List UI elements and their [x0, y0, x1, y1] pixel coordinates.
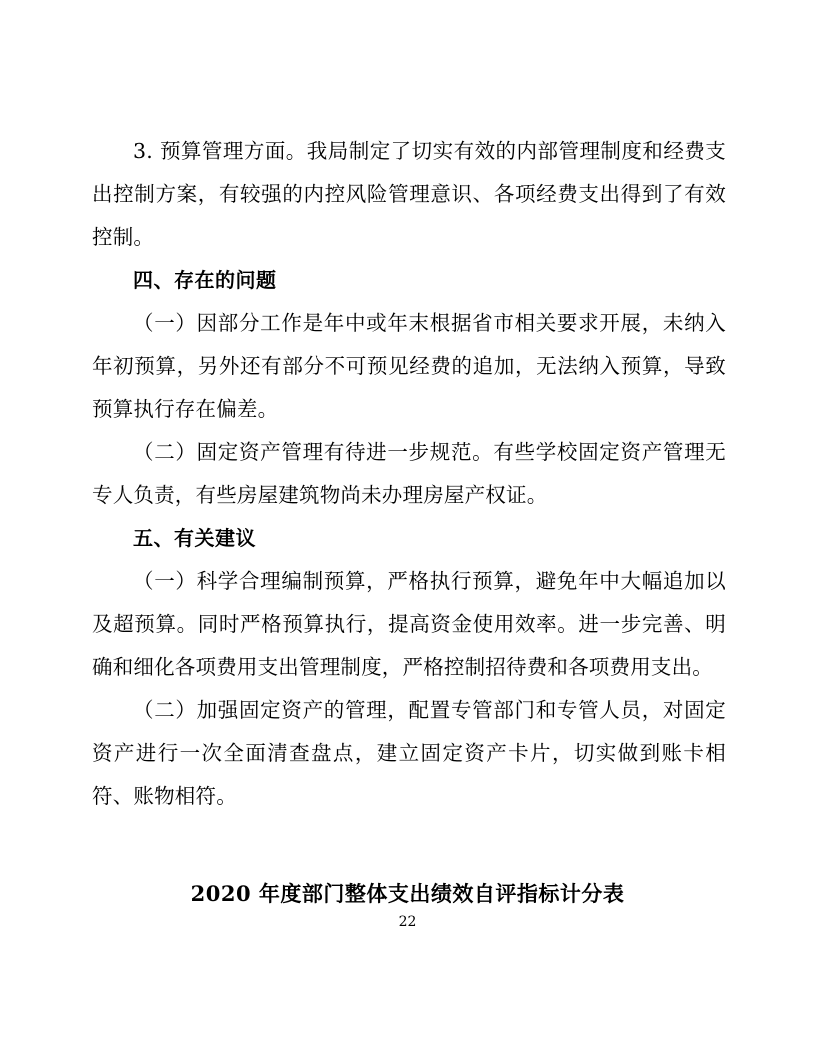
paragraph-suggestion-two: （二）加强固定资产的管理，配置专管部门和专管人员，对固定资产进行一次全面清查盘点，建立固定资产卡片，切实做到账卡相符、账物相符。 [92, 698, 726, 808]
paragraph-issue-one: （一）因部分工作是年中或年末根据省市相关要求开展，未纳入年初预算，另外还有部分不可预见经费的追加，无法纳入预算，导致预算执行存在偏差。 [92, 311, 726, 421]
document-body [92, 130, 726, 818]
page-number: 22 [398, 914, 417, 930]
heading-section-five: 五、有关建议 [133, 526, 256, 550]
table-title: 2020 年度部门整体支出绩效自评指标计分表 [190, 881, 625, 906]
paragraph-issue-two: （二）固定资产管理有待进一步规范。有些学校固定资产管理无专人负责，有些房屋建筑物尚未办理房屋产权证。 [92, 440, 726, 507]
paragraph-suggestion-one: （一）科学合理编制预算，严格执行预算，避免年中大幅追加以及超预算。同时严格预算执行，提高资金使用效率。进一步完善、明确和细化各项费用支出管理制度，严格控制招待费和各项费用支出。 [92, 569, 726, 679]
paragraph-budget-management: 3. 预算管理方面。我局制定了切实有效的内部管理制度和经费支出控制方案，有较强的内控风险管理意识、各项经费支出得到了有效控制。 [92, 139, 726, 249]
heading-section-four: 四、存在的问题 [133, 268, 277, 292]
